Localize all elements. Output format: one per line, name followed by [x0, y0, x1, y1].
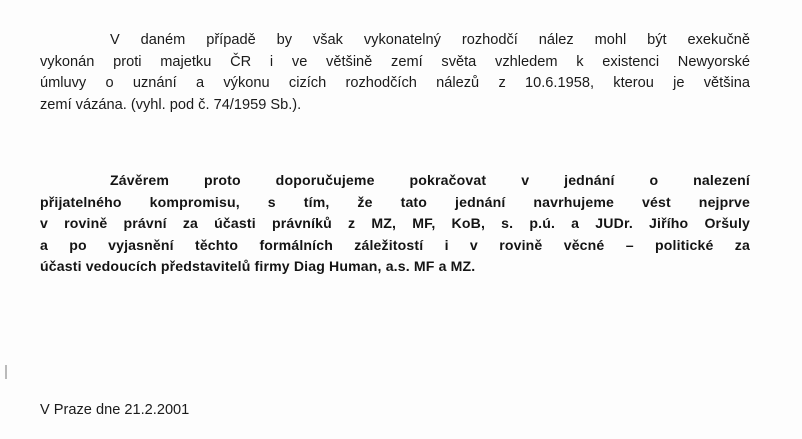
paragraph-line: Závěrem proto doporučujeme pokračovat v jednání o nalezení — [110, 172, 750, 188]
paragraph-conclusion — [40, 170, 750, 278]
paragraph-line: zemí vázána. (vyhl. pod č. 74/1959 Sb.). — [40, 96, 302, 113]
paragraph-line: vykonán proti majetku ČR i ve většině zemí světa vzhledem k existenci Newyorské — [40, 53, 750, 70]
paragraph-line: úmluvy o uznání a výkonu cizích rozhodčích nálezů z 10.6.1958, kterou je většina — [40, 75, 750, 91]
paragraph-line: přijatelného kompromisu, s tím, že tato jednání navrhujeme vést nejprve — [40, 193, 750, 210]
paragraph-line: V daném případě by však vykonatelný rozhodčí nález mohl být exekučně — [110, 32, 750, 48]
place-and-date: V Praze dne 21.2.2001 — [40, 402, 190, 418]
paragraph-line: v rovině právní za účasti právníků z MZ, MF, KoB, s. p.ú. a JUDr. Jiřího Oršuly — [40, 215, 750, 231]
paragraph-line: účasti vedoucích představitelů firmy Diag Human, a.s. MF a MZ. — [40, 258, 476, 274]
paragraph-line: a po vyjasnění těchto formálních záležitostí i v rovině věcné – politické za — [40, 236, 750, 253]
scan-artifact — [0, 365, 7, 379]
paragraph-enforcement — [40, 30, 750, 116]
